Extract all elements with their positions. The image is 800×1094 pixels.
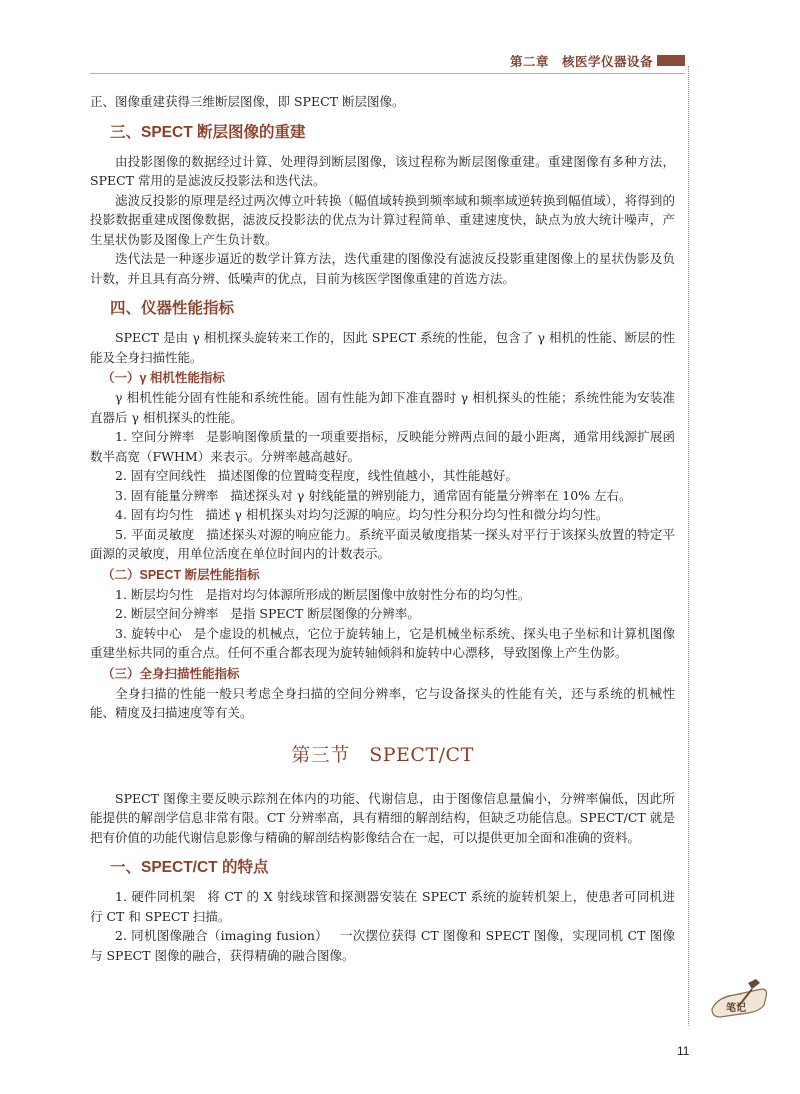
list-item-term: 2. 同机图像融合（imaging fusion） bbox=[115, 928, 328, 943]
section-heading: 三、SPECT 断层图像的重建 bbox=[110, 123, 306, 141]
section-heading: 一、SPECT/CT 的特点 bbox=[110, 859, 269, 876]
list-item-term: 1. 硬件同机架 bbox=[115, 889, 196, 904]
subsection-heading: （三）全身扫描性能指标 bbox=[102, 666, 240, 681]
list-item bbox=[90, 486, 675, 506]
list-item-term: 4. 固有均匀性 bbox=[115, 507, 194, 522]
list-item-term: 1. 空间分辨率 bbox=[115, 429, 195, 444]
chapter-title: 第二章 核医学仪器设备 bbox=[510, 55, 654, 69]
paragraph: SPECT 图像主要反映示踪剂在体内的功能、代谢信息，由于图像信息量偏小，分辨率偏低，因此所能提供的解剖学信息非常有限。CT 分辨率高，具有精细的解剖结构，但缺乏功能信息。SPECT/CT 就是把有价值的功能代谢信息影像与精确的解剖结构影像结合在一起，可以提供更加全面和准确的资料。 bbox=[90, 790, 675, 845]
list-item-text: 是指 SPECT 断层图像的分辨率。 bbox=[230, 606, 420, 621]
list-item bbox=[90, 466, 675, 486]
list-item bbox=[90, 926, 675, 965]
list-item-term: 3. 固有能量分辨率 bbox=[115, 487, 219, 503]
list-item bbox=[90, 585, 675, 605]
paragraph: 全身扫描的性能一般只考虑全身扫描的空间分辨率，它与设备探头的性能有关，还与系统的机械性能、精度及扫描速度等有关。 bbox=[90, 685, 675, 720]
list-item-term: 1. 断层均匀性 bbox=[115, 586, 194, 602]
list-item-term: 5. 平面灵敏度 bbox=[115, 526, 195, 542]
paragraph: 迭代法是一种逐步逼近的数学计算方法，迭代重建的图像没有滤波反投影重建图像上的星状伪影及负计数，并且具有高分辨、低噪声的优点，目前为核医学图像重建的首选方法。 bbox=[90, 251, 675, 286]
subsection-heading: （一）γ 相机性能指标 bbox=[102, 371, 225, 385]
section-title: 第三节 SPECT/CT bbox=[291, 743, 474, 766]
list-item-term: 2. 断层空间分辨率 bbox=[115, 606, 219, 621]
list-item bbox=[90, 887, 675, 926]
list-item-text: 描述探头对 γ 射线能量的辨别能力，通常固有能量分辨率在 10% 左右。 bbox=[230, 487, 632, 503]
list-item-text: 将 CT 的 X 射线球管和探测器安装在 SPECT 系统的旋转机架上，使患者可同机进行 CT 和 SPECT 扫描。 bbox=[90, 889, 675, 924]
list-item bbox=[90, 505, 675, 525]
paragraph: 由投影图像的数据经过计算、处理得到断层图像，该过程称为断层图像重建。重建图像有多种方法，SPECT 常用的是滤波反投影法和迭代法。 bbox=[90, 153, 675, 188]
list-item bbox=[90, 604, 675, 624]
list-item bbox=[90, 624, 675, 663]
section-heading: 四、仪器性能指标 bbox=[110, 300, 235, 317]
list-item bbox=[90, 525, 675, 564]
page-content bbox=[90, 92, 675, 965]
list-item-text: 描述探头对源的响应能力。系统平面灵敏度指某一探头对平行于该探头放置的特定平面源的灵敏度，用单位活度在单位时间内的计数表示。 bbox=[90, 526, 675, 561]
list-item-text: 是影响图像质量的一项重要指标，反映能分辨两点间的最小距离，通常用线源扩展函数半高宽（FWHM）来表示。分辨率越高越好。 bbox=[90, 429, 675, 464]
header-accent-bar bbox=[657, 55, 685, 66]
running-header bbox=[510, 52, 685, 74]
subsection-heading: （二）SPECT 断层性能指标 bbox=[102, 567, 260, 582]
page-number: 11 bbox=[677, 1044, 690, 1058]
list-item-term: 2. 固有空间线性 bbox=[115, 468, 206, 483]
list-item-term: 3. 旋转中心 bbox=[115, 625, 182, 641]
list-item bbox=[90, 427, 675, 466]
paragraph: SPECT 是由 γ 相机探头旋转来工作的，因此 SPECT 系统的性能，包含了 γ 相机的性能、断层的性能及全身扫描性能。 bbox=[90, 330, 675, 365]
notes-icon bbox=[708, 975, 770, 1021]
paragraph: γ 相机性能分固有性能和系统性能。固有性能为卸下准直器时 γ 相机探头的性能；系统性能为安装准直器后 γ 相机探头的性能。 bbox=[90, 390, 675, 425]
list-item-text: 描述 γ 相机探头对均匀泛源的响应。均匀性分积分均匀性和微分均匀性。 bbox=[205, 507, 609, 522]
margin-dotted-line bbox=[688, 66, 689, 1026]
list-item-text: 是个虚设的机械点，它位于旋转轴上，它是机械坐标系统、探头电子坐标和计算机图像重建坐标共同的重合点。任何不重合都表现为旋转轴倾斜和旋转中心漂移，导致图像上产生伪影。 bbox=[90, 625, 675, 660]
notes-icon-label: 笔记 bbox=[726, 1003, 746, 1014]
paragraph: 正、图像重建获得三维断层图像，即 SPECT 断层图像。 bbox=[90, 94, 405, 109]
header-rule bbox=[90, 73, 685, 74]
list-item-text: 是指对均匀体源所形成的断层图像中放射性分布的均匀性。 bbox=[205, 586, 531, 602]
list-item-text: 描述图像的位置畸变程度，线性值越小，其性能越好。 bbox=[217, 468, 518, 483]
list-item-text: 一次摆位获得 CT 图像和 SPECT 图像，实现同机 CT 图像与 SPECT 图像的融合，获得精确的融合图像。 bbox=[90, 928, 675, 963]
paragraph: 滤波反投影的原理是经过两次傅立叶转换（幅值域转换到频率域和频率域逆转换到幅值域），将得到的投影数据重建成图像数据，滤波反投影法的优点为计算过程简单、重建速度快，缺点为放大统计噪声，产生星状伪影及图像上产生负计数。 bbox=[90, 192, 675, 247]
